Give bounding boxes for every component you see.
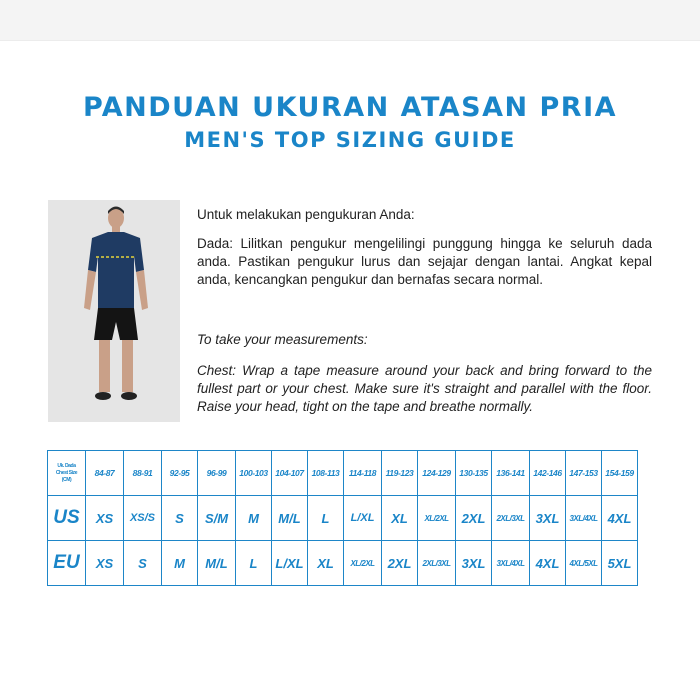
eu-label: EU (48, 541, 86, 586)
eu-size: XL (308, 541, 344, 586)
model-photo (48, 200, 180, 422)
eu-size: M/L (198, 541, 236, 586)
table-row-us (48, 496, 638, 541)
us-size: S/M (198, 496, 236, 541)
us-size: M/L (272, 496, 308, 541)
eu-size: M (162, 541, 198, 586)
table-row-chest (48, 451, 638, 496)
chest-range: 119-123 (382, 451, 418, 496)
chest-range: 92-95 (162, 451, 198, 496)
chest-range: 154-159 (602, 451, 638, 496)
chest-range: 136-141 (492, 451, 530, 496)
model-figure-icon (48, 200, 180, 422)
eu-size: 2XL (382, 541, 418, 586)
chest-range: 108-113 (308, 451, 344, 496)
eu-size: 3XL/4XL (492, 541, 530, 586)
chest-range: 100-103 (236, 451, 272, 496)
us-size: L/XL (344, 496, 382, 541)
chest-range: 142-146 (530, 451, 566, 496)
size-table (47, 450, 638, 586)
chest-range: 96-99 (198, 451, 236, 496)
chest-label-line: (CM) (61, 476, 72, 483)
chest-size-label (48, 451, 86, 496)
us-size: 3XL/4XL (566, 496, 602, 541)
us-size: 2XL (456, 496, 492, 541)
us-size: 4XL (602, 496, 638, 541)
us-size: 3XL (530, 496, 566, 541)
eu-size: L/XL (272, 541, 308, 586)
chest-label-line: Uk. Dada (57, 462, 76, 469)
page-title: PANDUAN UKURAN ATASAN PRIA (82, 92, 618, 123)
eu-size: 5XL (602, 541, 638, 586)
chest-label-line: Chest Size (55, 469, 78, 476)
chest-range: 88-91 (124, 451, 162, 496)
instructions-id-heading: Untuk melakukan pengukuran Anda: (197, 207, 415, 222)
us-size: L (308, 496, 344, 541)
instructions-en-body: Chest: Wrap a tape measure around your back and bring forward to the fullest part or your chest. Make sure it's straight and parallel with the floor. Raise your head, tight on the tape and breathe normally. (197, 363, 652, 414)
chest-range: 114-118 (344, 451, 382, 496)
us-size: XL (382, 496, 418, 541)
chest-range: 147-153 (566, 451, 602, 496)
us-size: M (236, 496, 272, 541)
chest-range: 130-135 (456, 451, 492, 496)
instructions-en-heading: To take your measurements: (197, 332, 368, 347)
us-size: 2XL/3XL (492, 496, 530, 541)
eu-size: 4XL/5XL (566, 541, 602, 586)
eu-size: S (124, 541, 162, 586)
eu-size: L (236, 541, 272, 586)
page-subtitle: MEN'S TOP SIZING GUIDE (184, 128, 516, 152)
eu-size: 2XL/3XL (418, 541, 456, 586)
eu-size: XL/2XL (344, 541, 382, 586)
chest-range: 104-107 (272, 451, 308, 496)
top-band (0, 0, 700, 41)
us-size: XS/S (124, 496, 162, 541)
us-label: US (48, 496, 86, 541)
chest-range: 84-87 (86, 451, 124, 496)
eu-size: 4XL (530, 541, 566, 586)
table-row-eu (48, 541, 638, 586)
eu-size: 3XL (456, 541, 492, 586)
us-size: XL/2XL (418, 496, 456, 541)
us-size: XS (86, 496, 124, 541)
us-size: S (162, 496, 198, 541)
eu-size: XS (86, 541, 124, 586)
instructions-id-body: Dada: Lilitkan pengukur mengelilingi punggung hingga ke seluruh dada anda. Pastikan pengukur lurus dan sejajar dengan lantai. Angkat kepal anda, kencangkan pengukur dan bernafas secara normal. (197, 236, 652, 287)
chest-range: 124-129 (418, 451, 456, 496)
